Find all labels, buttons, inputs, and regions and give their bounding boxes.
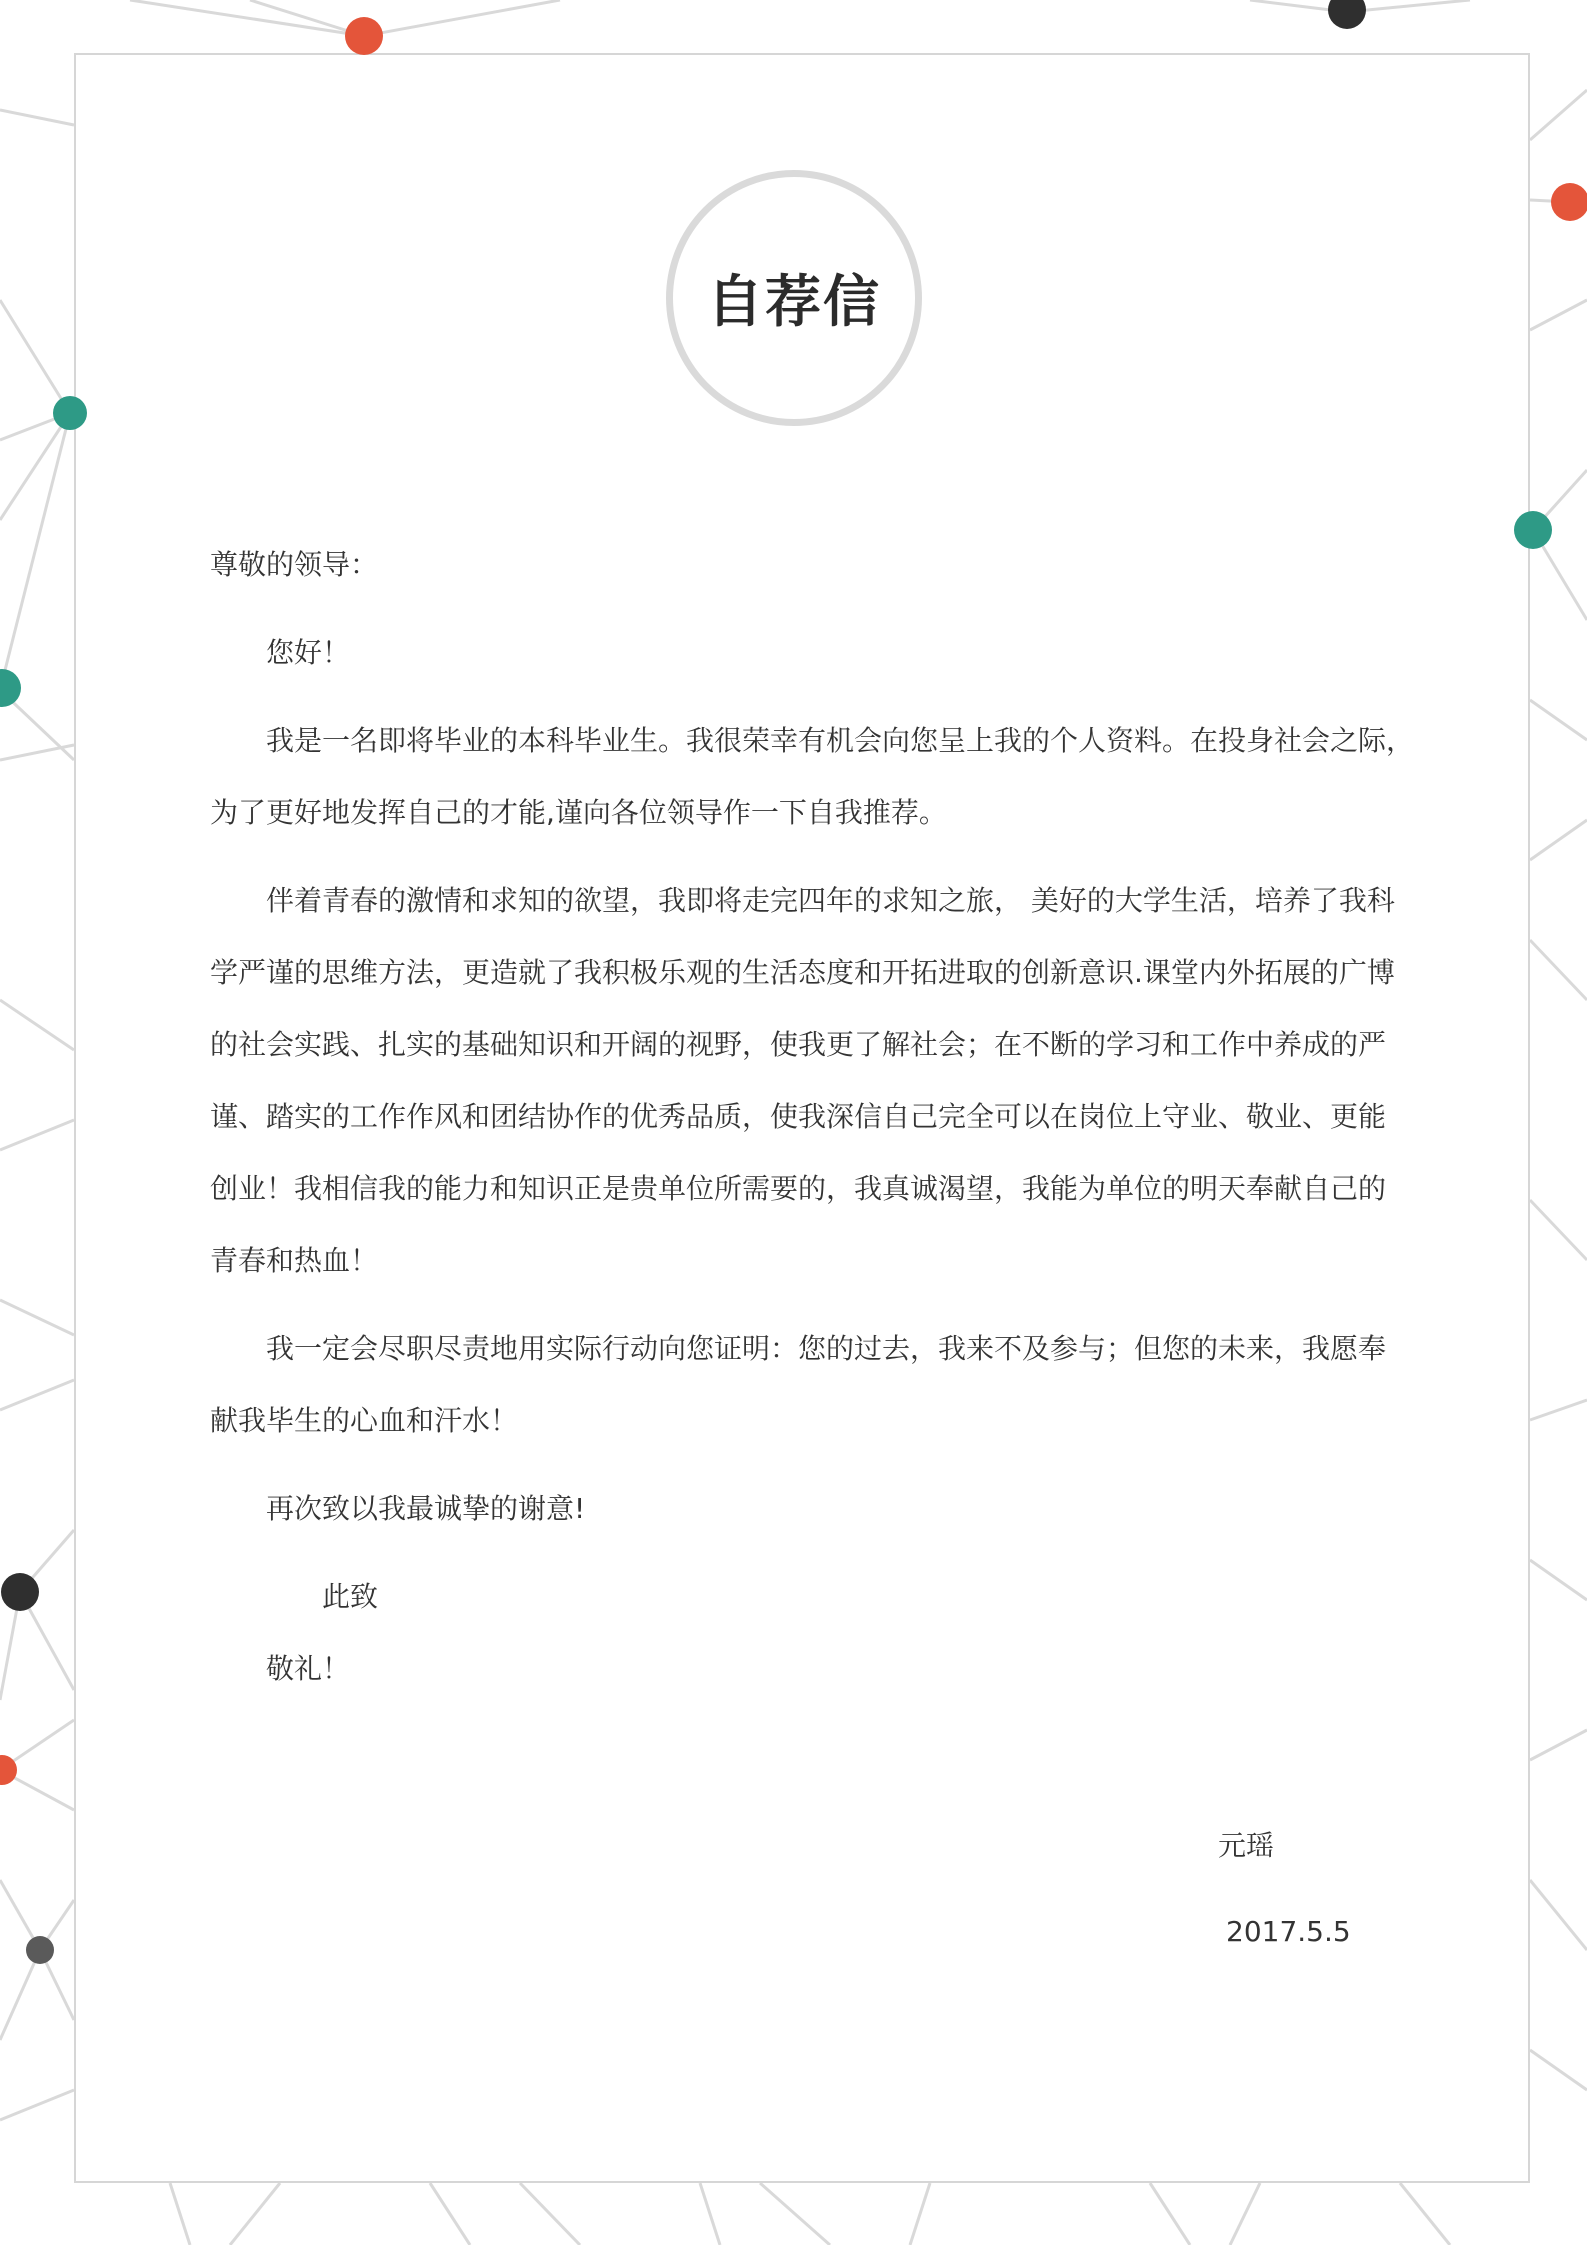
signature-date: 2017.5.5: [1226, 1915, 1351, 1948]
paragraph-line: 谨、踏实的工作作风和团结协作的优秀品质，使我深信自己完全可以在岗位上守业、敬业、更能: [210, 1100, 1387, 1133]
signature-name: 元瑶: [1218, 1829, 1275, 1862]
closing-ci-zhi: 此致: [322, 1580, 379, 1613]
title-circle: [666, 170, 922, 426]
paragraph-line: 创业！我相信我的能力和知识正是贵单位所需要的，我真诚渴望，我能为单位的明天奉献自己的: [210, 1172, 1387, 1205]
paragraph-line: 青春和热血！: [210, 1244, 379, 1277]
paragraph-line: 学严谨的思维方法，更造就了我积极乐观的生活态度和开拓进取的创新意识.课堂内外拓展的广博: [210, 956, 1395, 989]
greeting: 您好！: [266, 636, 351, 669]
paragraph-line: 我是一名即将毕业的本科毕业生。我很荣幸有机会向您呈上我的个人资料。在投身社会之际，: [266, 724, 1415, 757]
page-title: 自荐信: [707, 270, 881, 335]
closing-jing-li: 敬礼！: [266, 1652, 351, 1685]
paragraph-line: 献我毕生的心血和汗水！: [210, 1404, 519, 1437]
paragraph-line: 的社会实践、扎实的基础知识和开阔的视野，使我更了解社会；在不断的学习和工作中养成的严: [210, 1028, 1387, 1061]
paragraph-line: 我一定会尽职尽责地用实际行动向您证明：您的过去，我来不及参与；但您的未来，我愿奉: [266, 1332, 1387, 1365]
paragraph-line: 为了更好地发挥自己的才能,谨向各位领导作一下自我推荐。: [210, 796, 947, 829]
paragraph-line: 伴着青春的激情和求知的欲望，我即将走完四年的求知之旅， 美好的大学生活，培养了我科: [266, 884, 1395, 917]
thanks-line: 再次致以我最诚挚的谢意!: [266, 1492, 586, 1525]
salutation: 尊敬的领导：: [210, 548, 379, 581]
